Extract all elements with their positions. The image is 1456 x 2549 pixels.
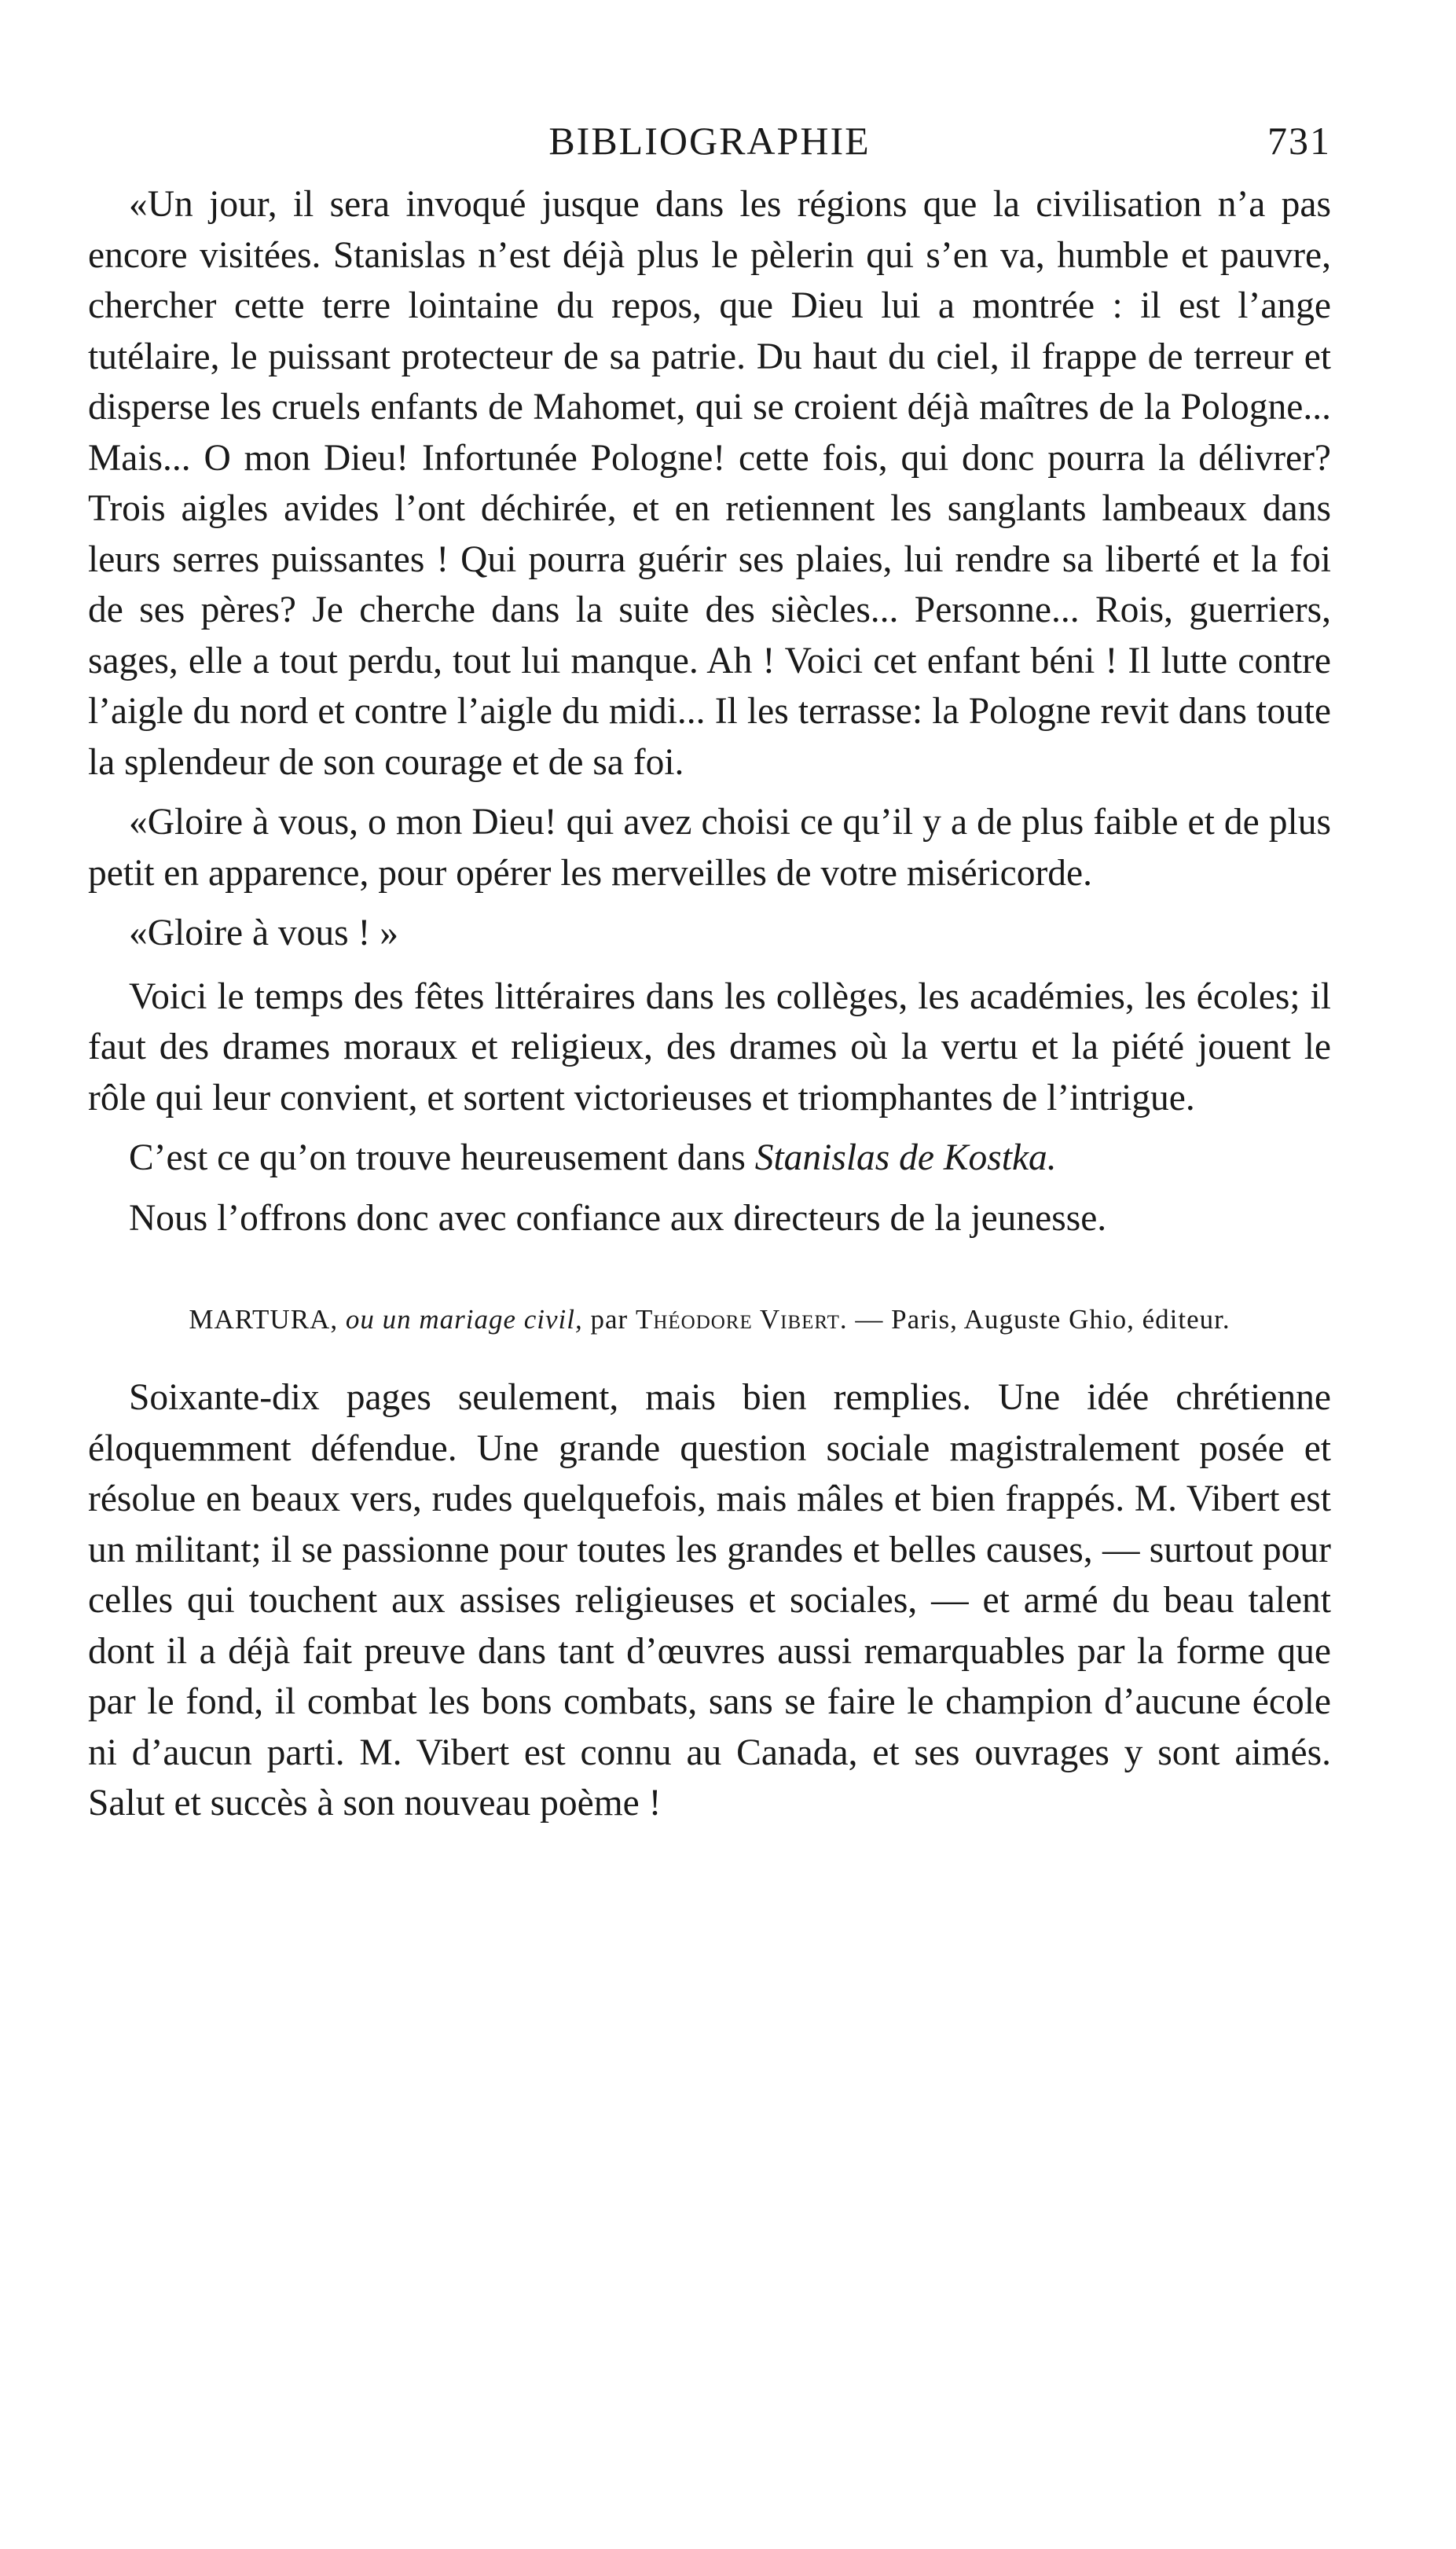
notice-subtitle: ou un mariage civil, (345, 1304, 583, 1335)
paragraph-quote-1: «Un jour, il sera invoqué jusque dans les régions que la civilisation n’a pas encore visitées. Stanislas n’est déjà plus le pèlerin qui s’en va, humble et pauvre, chercher cette terre lointaine du repos, que Dieu lui a montrée : il est l’ange tutélaire, le puissant protecteur de sa patrie. Du haut du ciel, il frappe de terreur et disperse les cruels enfants de Mahomet, qui se croient déjà maîtres de la Pologne... Mais... O mon Dieu! Infortunée Pologne! cette fois, qui donc pourra la délivrer? Trois aigles avides l’ont déchirée, et en retiennent les sanglants lambeaux dans leurs serres puissantes ! Qui pourra guérir ses plaies, lui rendre sa liberté et la foi de ses pères? Je cherche dans la suite des siècles... Personne... Rois, guerriers, sages, elle a tout perdu, tout lui manque. Ah ! Voici cet enfant béni ! Il lutte contre l’aigle du nord et contre l’aigle du midi... Il les terrasse: la Pologne revit dans toute la splendeur de son courage et de sa foi. (88, 184, 1331, 783)
review-paragraph: Soixante-dix pages seulement, mais bien remplies. Une idée chrétienne éloquemment défendue. Une grande question sociale magistralement posée et résolue en beaux vers, rudes quelquefois, mais mâles et bien frappés. M. Vibert est un militant; il se passionne pour toutes les grandes et belles causes, — surtout pour celles qui touchent aux assises religieuses et sociales, — et armé du beau talent dont il a déjà fait preuve dans tant d’œuvres aussi remarquables par la forme que par le fond, il combat les bons combats, sans se faire le champion d’aucune école ni d’aucun parti. M. Vibert est connu au Canada, et ses ouvrages y sont aimés. Salut et succès à son nouveau poème ! (88, 1377, 1331, 1824)
recommendation-text: C’est ce qu’on trouve heureusement dans (129, 1137, 755, 1178)
work-title: Stanislas de Kostka. (754, 1137, 1057, 1178)
page-number: 731 (1267, 119, 1331, 163)
book-page (88, 118, 1331, 1829)
paragraph-commentary: Voici le temps des fêtes littéraires dans les collèges, les académies, les écoles; il faut des drames moraux et religieux, des drames où la vertu et la piété jouent le rôle qui leur convient, et sortent victorieuses et triomphantes de l’intrigue. (88, 975, 1331, 1118)
paragraph-quote-2: «Gloire à vous, o mon Dieu! qui avez choisi ce qu’il y a de plus faible et de plus petit en apparence, pour opérer les merveilles de votre miséricorde. (88, 802, 1331, 894)
running-title: BIBLIOGRAPHIE (548, 119, 871, 163)
paragraph-quote-3: «Gloire à vous ! » (129, 913, 398, 953)
paragraph-closing: Nous l’offrons donc avec confiance aux directeurs de la jeunesse. (129, 1197, 1107, 1239)
notice-publisher: . — Paris, Auguste Ghio, éditeur. (839, 1304, 1230, 1335)
page-header (88, 118, 1331, 179)
paragraph-recommendation (88, 1133, 1331, 1184)
bibliographic-notice: MARTURA, ou un mariage civil, par Théodore Vibert. — Paris, Auguste Ghio, éditeur. (189, 1304, 1230, 1335)
notice-author: Théodore Vibert (635, 1304, 840, 1335)
notice-by: par (590, 1304, 629, 1335)
notice-title: MARTURA (189, 1304, 331, 1335)
